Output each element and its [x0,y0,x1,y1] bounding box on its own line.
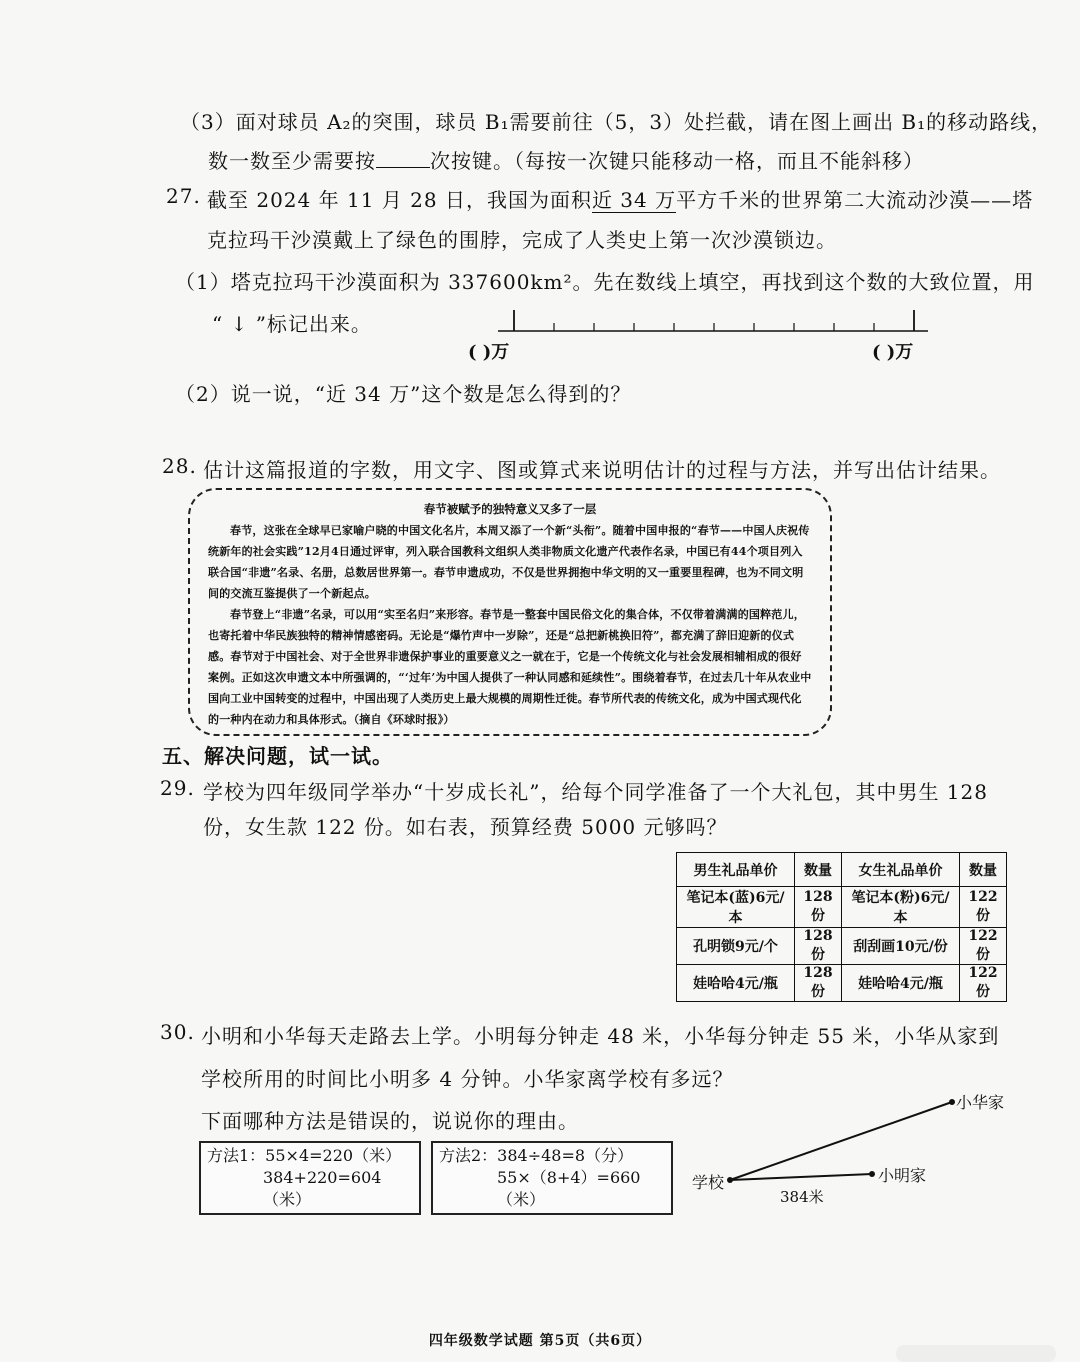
page-footer: 四年级数学试题 第5页（共6页） [428,1333,652,1349]
table-cell: 122份 [960,928,1007,965]
answer-blank[interactable] [376,149,430,168]
q27-line1 [207,184,1033,213]
article-paragraph-2: 春节登上“非遗”名录，可以用“实至名归”来形容。春节是一整套中国民俗文化的集合体，不仅带着满满的国粹范儿，也寄托着中华民族独特的精神情感密码。无论是“爆竹声中一岁除”，还是“总把新桃换旧符”，都充满了辞旧迎新的仪式感。春节对于中国社会、对于全世界非遗保护事业的重要意义之一就在于，它是一个传统文化与社会发展相辅相成的很好案例。正如这次申遗文本中所强调的，“‘过年’为中国人提供了一种认同感和延续性”。围绕着春节，在过去几十年从农业中国向工业中国转变的过程中，中国出现了人类历史上最大规模的周期性迁徙。春节所代表的传统文化，成为中国式现代化的一种内在动力和具体形式。（摘自《环球时报》） [208,608,812,726]
q30-line3: 下面哪种方法是错误的，说说你的理由。 [201,1109,579,1133]
section-5-heading: 五、解决问题，试一试。 [162,744,393,768]
q26-3-line1: （3）面对球员 A₂的突围，球员 B₁需要前往（5，3）处拦截，请在图上画出 B₁的移动路线， [180,110,1053,134]
method-2-line2: 55×（8+4）=660（米） [497,1168,641,1209]
label-xiaoming-home: 小明家 [878,1166,927,1185]
method-2-box [431,1141,673,1215]
table-cell: 笔记本(蓝)6元/本 [677,887,795,928]
label-distance: 384米 [780,1188,824,1206]
q28-number: 28. [162,454,197,478]
method-1-box [199,1141,421,1215]
q26-3-line2-post: 次按键。（每按一次键只能移动一格，而且不能斜移） [430,149,924,173]
number-line-minor-ticks [554,323,874,331]
school-point [727,1177,733,1183]
xiaohua-point [949,1099,955,1105]
q26-3-line2 [208,145,924,174]
table-cell: 122份 [960,965,1007,1002]
q29-line2: 份，女生款 122 份。如右表，预算经费 5000 元够吗？ [203,815,728,839]
q30-line1: 小明和小华每天走路去上学。小明每分钟走 48 米，小华每分钟走 55 米，小华从家到 [201,1024,1000,1048]
method-2-line1: 方法2：384÷48=8（分） [439,1146,634,1165]
table-cell: 128份 [795,965,842,1002]
article-title: 春节被赋予的独特意义又多了一层 [423,502,597,516]
table-cell: 笔记本(粉)6元/本 [842,887,960,928]
number-line-right-label[interactable]: ( )万 [872,342,914,363]
table-row [677,887,1007,928]
table-cell: 128份 [795,887,842,928]
q27-sub1-line1: （1）塔克拉玛干沙漠面积为 337600km²。先在数线上填空，再找到这个数的大致位置，用 [175,270,1035,294]
route-to-xiaoming [730,1174,872,1180]
table-header-cell: 数量 [960,853,1007,887]
q30-number: 30. [160,1020,195,1044]
q29-line1: 学校为四年级同学举办“十岁成长礼”，给每个同学准备了一个大礼包，其中男生 128 [203,780,988,804]
q27-line1-b: 平方千米的世界第二大流动沙漠——塔 [676,188,1034,212]
q27-line2: 克拉玛干沙漠戴上了绿色的围脖，完成了人类史上第一次沙漠锁边。 [207,228,837,252]
table-header-cell: 女生礼品单价 [842,853,960,887]
number-line-left-label[interactable]: ( )万 [468,342,510,363]
watermark [896,1345,1056,1362]
xiaoming-point [869,1171,875,1177]
q29-number: 29. [160,776,195,800]
q28-text: 估计这篇报道的字数，用文字、图或算式来说明估计的过程与方法，并写出估计结果。 [203,458,1001,482]
table-header-row [677,853,1007,887]
gift-price-table [676,852,1007,1002]
table-cell: 刮刮画10元/份 [842,928,960,965]
q30-line2: 学校所用的时间比小明多 4 分钟。小华家离学校有多远？ [201,1067,734,1091]
article-paragraph-1: 春节，这张在全球早已家喻户晓的中国文化名片，本周又添了一个新“头衔”。随着中国申报的“春节——中国人庆祝传统新年的社会实践”12月4日通过评审，列入联合国教科文组织人类非物质文化遗产代表作名录，中国已有44个项目列入联合国“非遗”名录、名册，总数居世界第一。春节申遗成功，不仅是世界拥抱中华文明的又一重要里程碑，也为不同文明间的交流互鉴提供了一个新起点。 [208,524,810,600]
news-article-box [188,488,832,736]
table-header-cell: 数量 [795,853,842,887]
q27-sub2: （2）说一说，“近 34 万”这个数是怎么得到的？ [175,382,632,406]
table-cell: 122份 [960,887,1007,928]
table-cell: 娃哈哈4元/瓶 [842,965,960,1002]
q26-3-line2-pre: 数一数至少需要按 [208,149,376,173]
method-1-line1: 方法1：55×4=220（米） [207,1146,402,1165]
table-row [677,965,1007,1002]
number-line[interactable] [494,302,934,338]
table-cell: 孔明锁9元/个 [677,928,795,965]
table-cell: 娃哈哈4元/瓶 [677,965,795,1002]
q27-line1-a: 截至 2024 年 11 月 28 日，我国为面积 [207,188,592,212]
method-1-line2: 384+220=604（米） [263,1168,382,1209]
table-cell: 128份 [795,928,842,965]
q27-number: 27. [166,184,201,208]
table-row [677,928,1007,965]
table-header-cell: 男生礼品单价 [677,853,795,887]
label-xiaohua-home: 小华家 [956,1093,1005,1112]
q27-sub1-line2: “ ↓ ”标记出来。 [212,312,372,336]
label-school: 学校 [692,1173,725,1192]
q27-underlined: 近 34 万 [591,188,677,212]
